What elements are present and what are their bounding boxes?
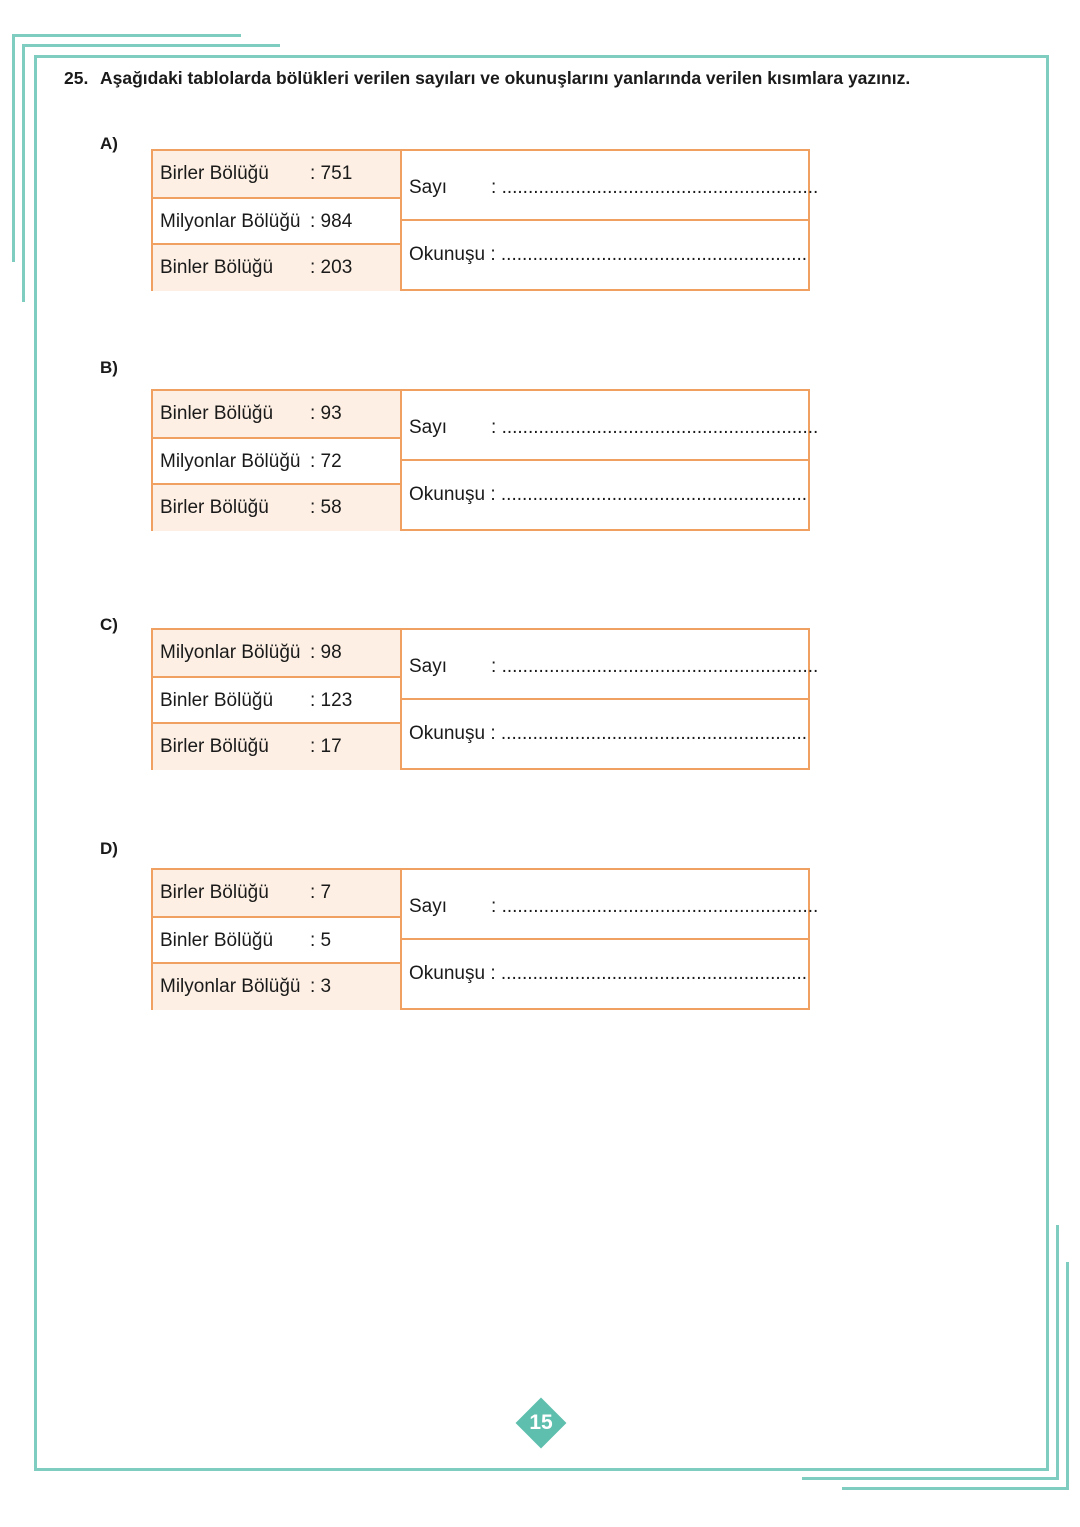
- block-label-c: C): [100, 615, 118, 634]
- sayi-answer-field[interactable]: [402, 151, 819, 221]
- sayi-colon: :: [491, 417, 497, 438]
- table-c: [151, 628, 819, 770]
- sayi-answer-field[interactable]: [402, 870, 819, 940]
- group-row: [153, 870, 400, 916]
- group-row: [153, 245, 400, 291]
- groups-column: [153, 391, 402, 529]
- okunusu-answer-field[interactable]: [402, 940, 808, 1010]
- group-value: : 123: [310, 690, 353, 711]
- groups-column: [153, 630, 402, 768]
- group-value: : 98: [310, 642, 342, 663]
- question-text: [64, 68, 1024, 89]
- okunusu-label: Okunuşu :: [409, 963, 496, 984]
- group-name: Milyonlar Bölüğü: [160, 211, 301, 232]
- question-body: Aşağıdaki tablolarda bölükleri verilen sayıları ve okunuşlarını yanlarında verilen kısımlara yazınız.: [100, 68, 911, 88]
- group-row: [153, 391, 400, 437]
- frame-left-mid: [22, 44, 25, 302]
- answer-column: [402, 630, 819, 768]
- answer-column: [402, 391, 819, 529]
- frame-main-top: [34, 55, 1049, 58]
- group-value: : 5: [310, 930, 332, 951]
- sayi-answer-field[interactable]: [402, 391, 819, 461]
- okunusu-answer-field[interactable]: [402, 461, 808, 531]
- group-name: Binler Bölüğü: [160, 257, 274, 278]
- group-name: Milyonlar Bölüğü: [160, 451, 301, 472]
- okunusu-answer-field[interactable]: [402, 700, 808, 770]
- frame-top-mid: [22, 44, 280, 47]
- frame-top-outer: [12, 34, 241, 37]
- group-name: Milyonlar Bölüğü: [160, 642, 301, 663]
- sayi-dots: ............................................................: [501, 656, 819, 677]
- answer-column: [402, 151, 819, 289]
- group-value: : 93: [310, 403, 342, 424]
- group-row: [153, 964, 400, 1010]
- sayi-colon: :: [491, 896, 497, 917]
- block-label-a: A): [100, 134, 118, 153]
- frame-main-right: [1046, 55, 1049, 1471]
- frame-right-mid: [1056, 1225, 1059, 1480]
- sayi-label: Sayı: [409, 656, 448, 677]
- group-row: [153, 676, 400, 724]
- sayi-colon: :: [491, 177, 497, 198]
- table-a: [151, 149, 819, 291]
- group-name: Binler Bölüğü: [160, 690, 274, 711]
- okunusu-dots: ..........................................................: [500, 244, 808, 265]
- okunusu-dots: ..........................................................: [500, 723, 808, 744]
- group-name: Birler Bölüğü: [160, 882, 269, 903]
- okunusu-answer-field[interactable]: [402, 221, 808, 291]
- group-value: : 17: [310, 736, 342, 757]
- frame-right-outer: [1066, 1262, 1069, 1490]
- group-value: : 751: [310, 163, 353, 184]
- group-name: Birler Bölüğü: [160, 736, 269, 757]
- okunusu-label: Okunuşu :: [409, 244, 496, 265]
- frame-main-bottom: [34, 1468, 1049, 1471]
- okunusu-label: Okunuşu :: [409, 723, 496, 744]
- okunusu-label: Okunuşu :: [409, 484, 496, 505]
- group-name: Birler Bölüğü: [160, 497, 269, 518]
- group-name: Milyonlar Bölüğü: [160, 976, 301, 997]
- okunusu-dots: ..........................................................: [500, 484, 808, 505]
- group-name: Birler Bölüğü: [160, 163, 269, 184]
- table-d: [151, 868, 819, 1010]
- groups-column: [153, 870, 402, 1008]
- sayi-answer-field[interactable]: [402, 630, 819, 700]
- group-row: [153, 724, 400, 770]
- question-number: 25.: [64, 68, 89, 88]
- group-row: [153, 197, 400, 245]
- group-row: [153, 485, 400, 531]
- group-value: : 203: [310, 257, 353, 278]
- sayi-label: Sayı: [409, 177, 448, 198]
- sayi-dots: ............................................................: [501, 177, 819, 198]
- frame-bottom-outer: [842, 1487, 1069, 1490]
- group-name: Binler Bölüğü: [160, 403, 274, 424]
- answer-column: [402, 870, 819, 1008]
- group-row: [153, 151, 400, 197]
- group-value: : 58: [310, 497, 342, 518]
- group-row: [153, 437, 400, 485]
- block-label-b: B): [100, 358, 118, 377]
- block-label-d: D): [100, 839, 118, 858]
- sayi-dots: ............................................................: [501, 417, 819, 438]
- sayi-colon: :: [491, 656, 497, 677]
- page-number: 15: [529, 1411, 553, 1434]
- group-value: : 72: [310, 451, 342, 472]
- frame-main-left: [34, 55, 37, 1471]
- sayi-label: Sayı: [409, 417, 448, 438]
- sayi-dots: ............................................................: [501, 896, 819, 917]
- table-b: [151, 389, 819, 531]
- group-row: [153, 630, 400, 676]
- group-value: : 3: [310, 976, 332, 997]
- okunusu-dots: ..........................................................: [500, 963, 808, 984]
- frame-left-outer: [12, 34, 15, 262]
- sayi-label: Sayı: [409, 896, 448, 917]
- group-value: : 7: [310, 882, 332, 903]
- group-name: Binler Bölüğü: [160, 930, 274, 951]
- group-row: [153, 916, 400, 964]
- group-value: : 984: [310, 211, 353, 232]
- groups-column: [153, 151, 402, 289]
- frame-bottom-mid: [802, 1477, 1059, 1480]
